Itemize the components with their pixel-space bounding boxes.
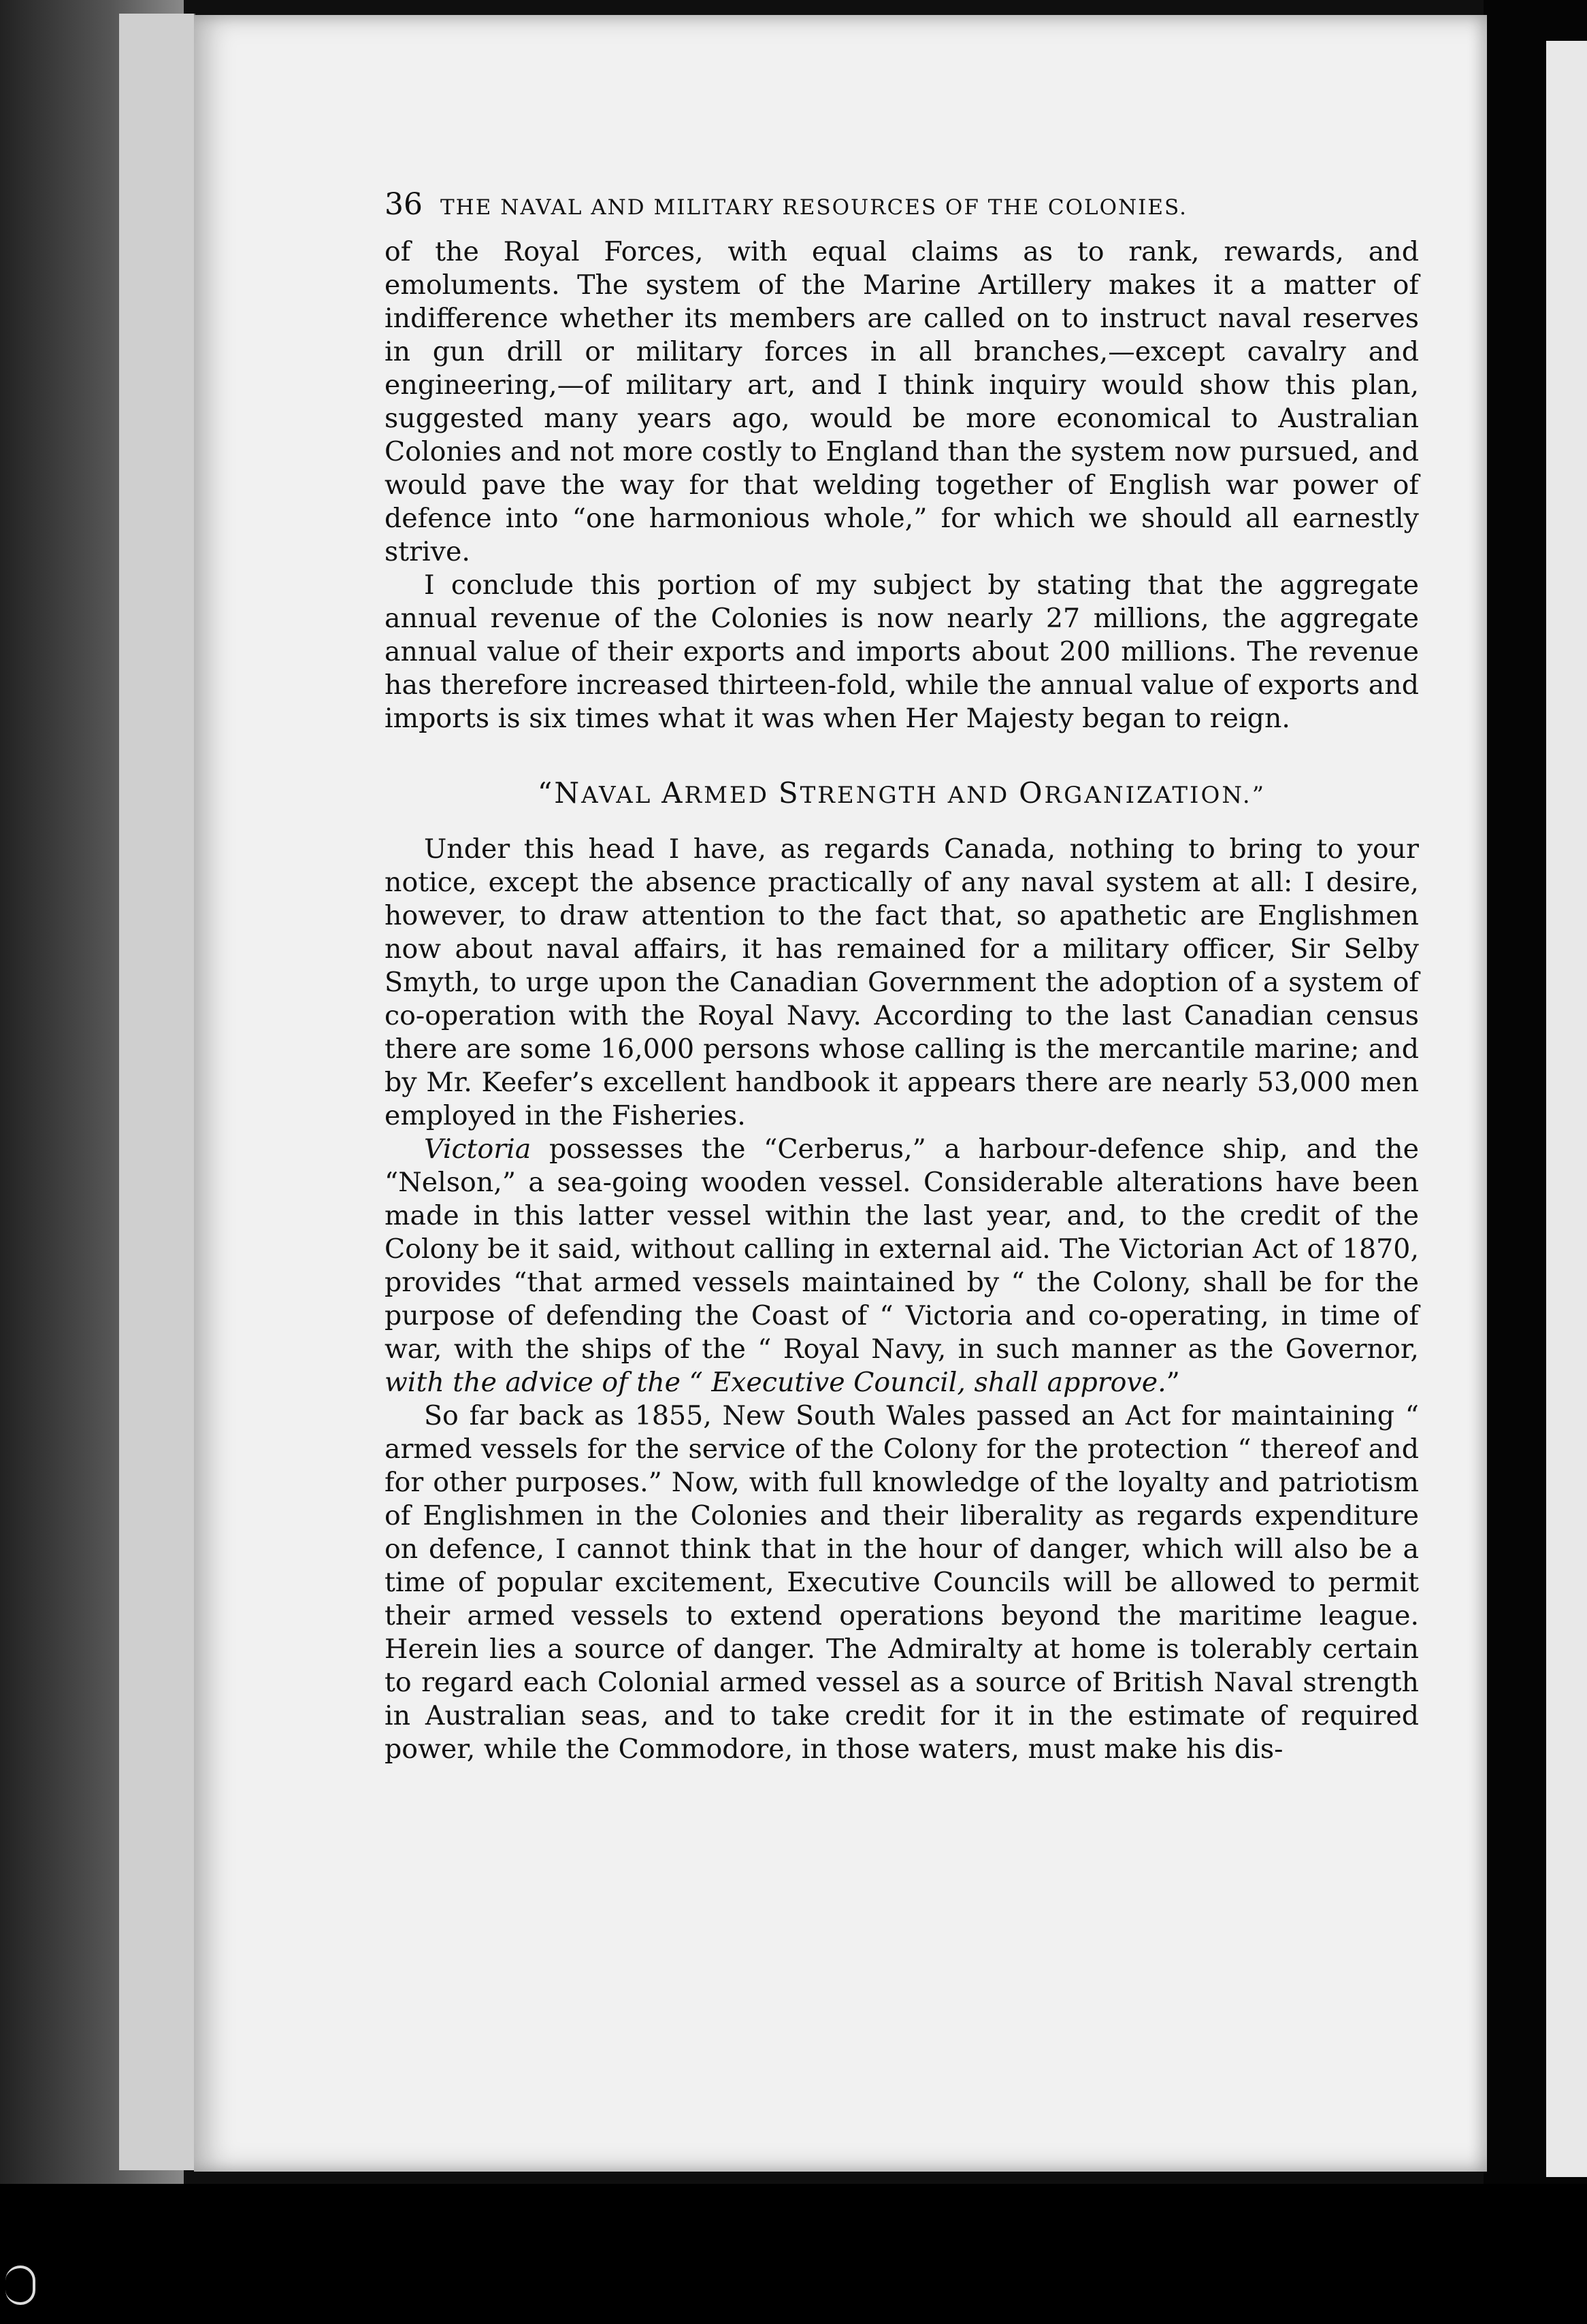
paragraph-new-south-wales: So far back as 1855, New South Wales passed an Act for maintaining “ armed vessels for the service of the Colony for the protection “ thereof and for other purposes.” Now, with full knowledge of the loyalty and patriotism of Englishmen in the Colonies and their liberality as regards expenditure on defence, I cannot think that in the hour of danger, which will also be a time of popular excitement, Executive Councils will be allowed to permit their armed vessels to extend operations beyond the maritime league. Herein lies a source of danger. The Admiralty at home is tolerably certain to regard each Colonial armed vessel as a source of British Naval strength in Australian seas, and to take credit for it in the estimate of required power, while the Commodore, in those waters, must make his dis- <box>385 1400 1419 1765</box>
scan-mark <box>5 2265 35 2305</box>
page-number: 36 <box>385 187 423 222</box>
paragraph-canada: Under this head I have, as regards Canada, nothing to bring to your notice, except the absence practically of any naval system at all: I desire, however, to draw attention to the fact that, so apathetic are Englishmen now about naval affairs, it has remained for a military officer, Sir Selby Smyth, to urge upon the Canadian Government the adoption of a system of co-operation with the Royal Navy. According to the last Canadian census there are some 16,000 persons whose calling is the mercantile marine; and by Mr. Keefer’s excellent handbook it appears there are nearly 53,000 men employed in the Fisheries. <box>385 833 1419 1131</box>
running-header <box>385 187 1419 222</box>
page-content <box>385 187 1419 1766</box>
page-edge <box>119 14 148 2170</box>
facing-page-edge <box>1546 41 1587 2177</box>
paragraph-revenue: I conclude this portion of my subject by stating that the aggregate annual revenue of the Colonies is now nearly 27 millions, the aggregate annual value of their exports and imports about 200 millions. The revenue has therefore increased thirteen-fold, while the annual value of exports and imports is six times what it was when Her Majesty began to reign. <box>385 569 1419 734</box>
page-edge <box>170 14 195 2170</box>
section-heading: “NAVAL ARMED STRENGTH AND ORGANIZATION.” <box>537 776 1266 810</box>
running-title: THE NAVAL AND MILITARY RESOURCES OF THE COLONIES. <box>440 195 1188 220</box>
paragraph-continuation: of the Royal Forces, with equal claims as to rank, rewards, and emoluments. The system of the Marine Artillery makes it a matter of indifference whether its members are called on to instruct naval reserves in gun drill or military forces in all branches,—except cavalry and engineering,—of military art, and I think inquiry would show this plan, suggested many years ago, would be more economical to Australian Colonies and not more costly to England than the system now pursued, and would pave the way for that welding together of English war power of defence into “one harmonious whole,” for which we should all earnestly strive. <box>385 236 1419 567</box>
scan-bottom-edge <box>0 2184 1587 2324</box>
paragraph-victoria: Victoria possesses the “Cerberus,” a harbour-defence ship, and the “Nelson,” a sea-going wooden vessel. Considerable alterations have been made in this latter vessel within the last year, and, to the credit of the Colony be it said, without calling in external aid. The Victorian Act of 1870, provides “that armed vessels maintained by “ the Colony, shall be for the purpose of defending the Coast of “ Victoria and co-operating, in time of war, with the ships of the “ Royal Navy, in such manner as the Governor, with the advice of the “ Executive Council, shall approve.” <box>385 1133 1419 1398</box>
page-edge <box>146 14 171 2170</box>
body-text <box>385 235 1419 1766</box>
book-page <box>194 15 1487 2172</box>
